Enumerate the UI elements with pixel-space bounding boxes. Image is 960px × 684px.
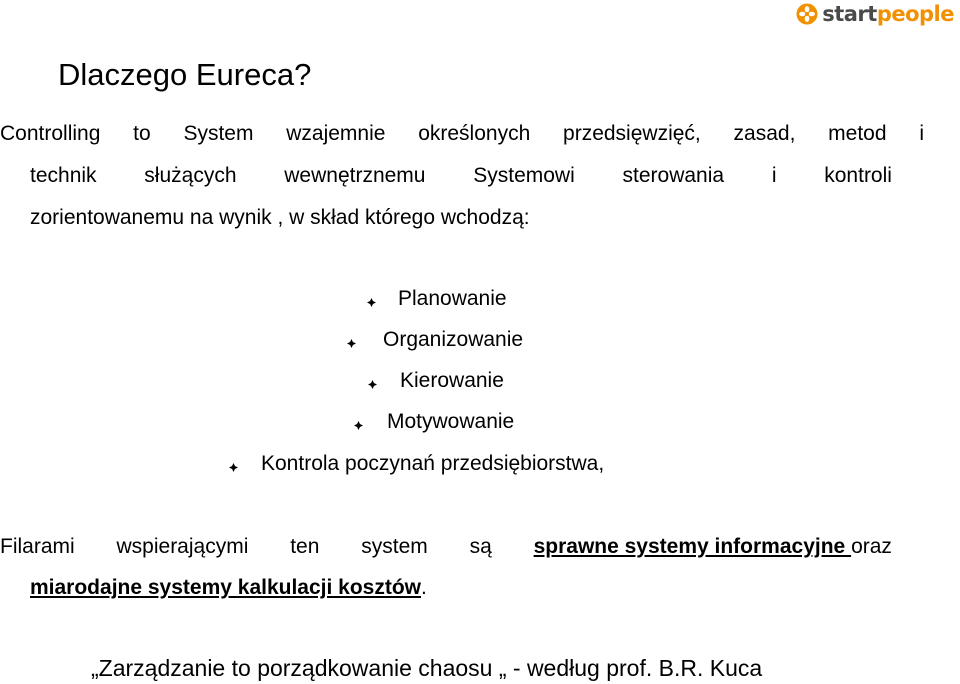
intro-word: to: [133, 122, 151, 145]
intro-word: Controlling: [0, 122, 101, 145]
intro-word: określonych: [418, 122, 531, 145]
list-item: [354, 411, 514, 433]
logo-text-people: people: [876, 1, 954, 26]
intro-line-1: [0, 123, 924, 144]
intro-word: i: [771, 164, 777, 187]
intro-word: sterowania: [622, 164, 725, 187]
pillars-oraz: oraz: [851, 535, 892, 558]
intro-line-3: zorientowanemu na wynik , w skład którego wchodzą:: [30, 206, 530, 229]
pillars-period: .: [421, 576, 427, 599]
logo-text-start: start: [822, 1, 877, 26]
pillars-line-2: [30, 577, 427, 598]
intro-word: kontroli: [824, 164, 892, 187]
diamond-bullet-icon: [367, 298, 376, 307]
logo-text: [822, 1, 954, 26]
flower-icon: [796, 3, 818, 25]
diamond-bullet-icon: [354, 421, 363, 430]
intro-word: wewnętrznemu: [284, 164, 426, 187]
diamond-bullet-icon: [347, 339, 356, 348]
pillars-emphasis: [534, 536, 892, 557]
pillars-word: wspierającymi: [116, 535, 249, 558]
pillars-word: Filarami: [0, 535, 75, 558]
pillars-word: są: [469, 535, 492, 558]
intro-word: metod: [828, 122, 887, 145]
list-item: [347, 329, 523, 351]
intro-word: wzajemnie: [286, 122, 386, 145]
list-item: [229, 453, 604, 475]
list-item-label: Kierowanie: [400, 369, 504, 392]
list-item: [367, 288, 507, 310]
intro-word: służących: [144, 164, 237, 187]
intro-word: przedsięwzięć,: [563, 122, 701, 145]
pillars-word: ten: [290, 535, 320, 558]
diamond-bullet-icon: [368, 380, 377, 389]
page-title: Dlaczego Eureca?: [58, 57, 312, 92]
startpeople-logo: [796, 0, 954, 28]
pillars-line-1: [0, 536, 892, 557]
miarodajne-systemy-kalkulacji: miarodajne systemy kalkulacji kosztów: [30, 576, 422, 599]
list-item-label: Kontrola poczynań przedsiębiorstwa,: [261, 452, 605, 475]
list-item-label: Motywowanie: [387, 410, 515, 433]
intro-word: zasad,: [733, 122, 796, 145]
list-item-label: Planowanie: [398, 287, 507, 310]
quote: „Zarządzanie to porządkowanie chaosu „ - według prof. B.R. Kuca: [91, 655, 763, 681]
intro-word: System: [183, 122, 254, 145]
intro-word: Systemowi: [473, 164, 575, 187]
list-item-label: Organizowanie: [383, 328, 524, 351]
intro-word: i: [919, 122, 924, 145]
intro-word: technik: [30, 164, 97, 187]
pillars-word: system: [361, 535, 428, 558]
intro-line-2: [30, 165, 892, 186]
sprawne-systemy-informacyjne: sprawne systemy informacyjne: [533, 535, 852, 558]
diamond-bullet-icon: [229, 463, 238, 472]
list-item: [368, 370, 504, 392]
